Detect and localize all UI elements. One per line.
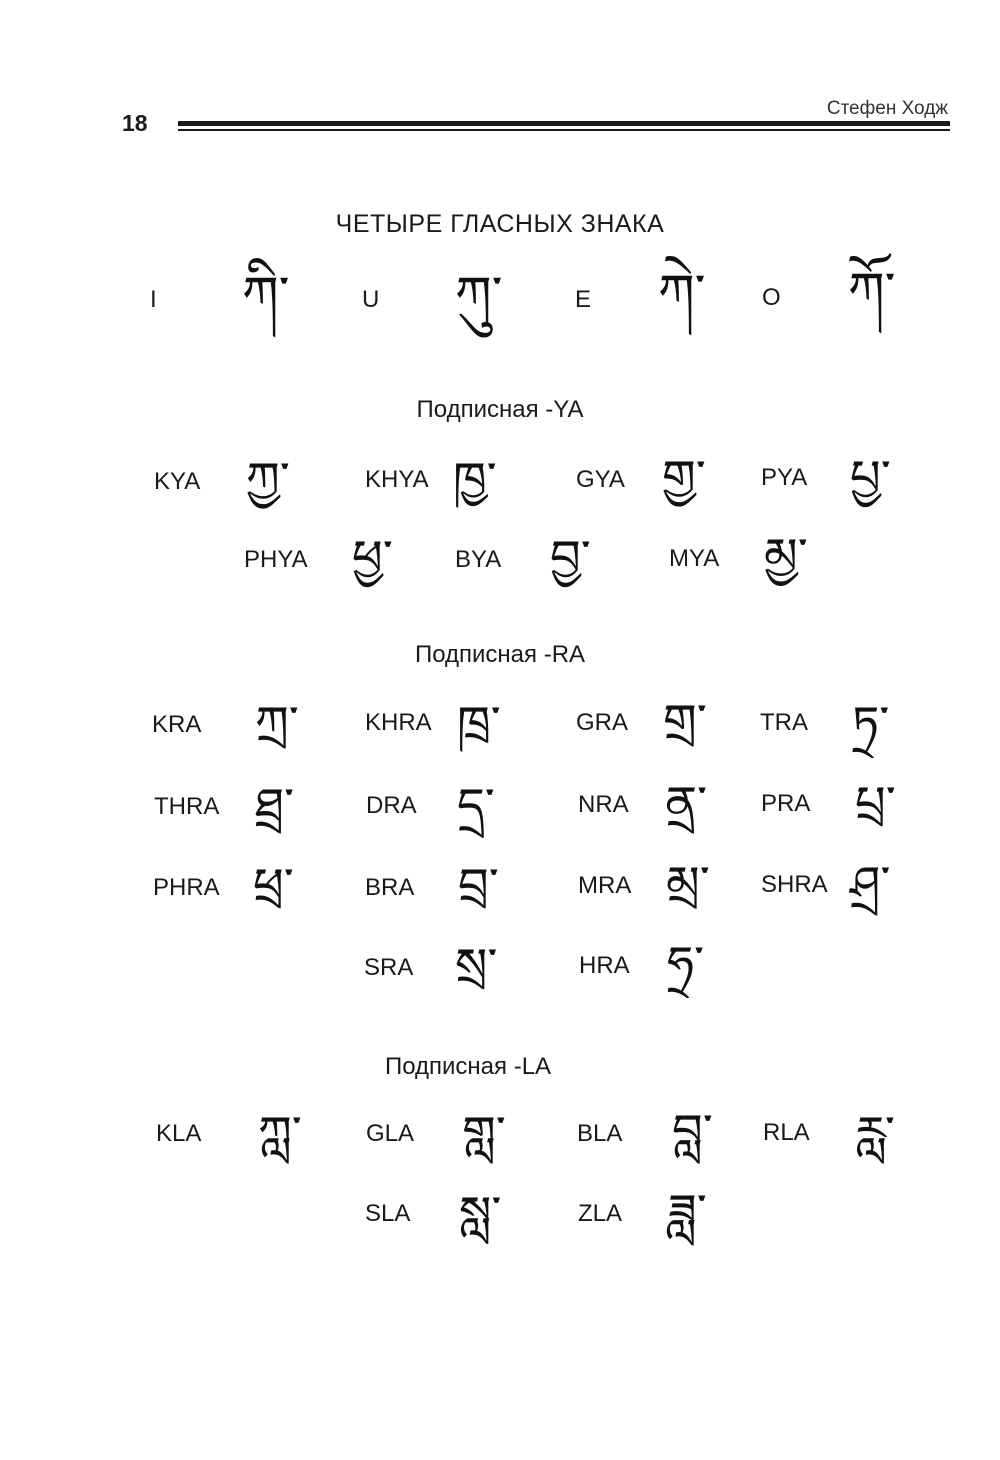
- la-label-kla: KLA: [156, 1120, 202, 1147]
- ya-label-bya: BYA: [455, 546, 502, 573]
- vowel-label-u: U: [362, 286, 380, 313]
- la-glyph-rla: རླ་: [855, 1106, 895, 1162]
- page-title: ЧЕТЫРЕ ГЛАСНЫХ ЗНАКА: [335, 210, 665, 238]
- ra-label-bra: BRA: [365, 874, 415, 901]
- vowel-glyph-u: ཀུ་: [455, 266, 503, 326]
- la-glyph-gla: གླ་: [462, 1106, 506, 1162]
- ya-glyph-phya: ཕྱ་: [352, 530, 393, 586]
- vowel-label-i: I: [150, 286, 157, 313]
- ya-label-gya: GYA: [576, 466, 625, 493]
- la-glyph-zla: ཟླ་: [668, 1184, 707, 1240]
- ra-glyph-gra: གྲ་: [663, 694, 707, 750]
- page-number: 18: [122, 110, 148, 136]
- ya-glyph-khya: ཁྱ་: [453, 452, 497, 508]
- la-label-sla: SLA: [365, 1200, 411, 1227]
- ya-glyph-mya: མྱ་: [764, 528, 808, 584]
- ra-glyph-mra: མྲ་: [666, 856, 710, 912]
- ra-label-shra: SHRA: [761, 871, 828, 898]
- ra-glyph-hra: ཧྲ་: [667, 936, 705, 992]
- ra-glyph-dra: དྲ་: [457, 778, 495, 834]
- ya-label-pya: PYA: [761, 464, 808, 491]
- la-label-zla: ZLA: [578, 1200, 623, 1227]
- ya-glyph-gya: གྱ་: [662, 450, 706, 506]
- ra-label-sra: SRA: [364, 954, 414, 981]
- ra-glyph-phra: ཕྲ་: [253, 858, 294, 914]
- ra-label-thra: THRA: [154, 793, 220, 820]
- ra-glyph-nra: ནྲ་: [665, 776, 708, 832]
- vowel-glyph-o: ཀོ་: [848, 262, 896, 322]
- ya-label-khya: KHYA: [365, 466, 429, 493]
- ra-glyph-pra: པྲ་: [855, 776, 896, 832]
- section-heading-ra: Подписная -RA: [414, 641, 586, 668]
- la-label-rla: RLA: [763, 1119, 810, 1146]
- ra-label-dra: DRA: [366, 792, 417, 819]
- ra-label-mra: MRA: [578, 872, 632, 899]
- la-label-gla: GLA: [366, 1120, 415, 1147]
- ra-label-phra: PHRA: [153, 874, 220, 901]
- ra-glyph-kra: ཀྲ་: [255, 696, 299, 752]
- ra-label-nra: NRA: [578, 791, 629, 818]
- ra-glyph-shra: ཤྲ་: [850, 856, 891, 912]
- ra-label-tra: TRA: [760, 709, 808, 736]
- la-label-bla: BLA: [577, 1120, 623, 1147]
- ra-label-pra: PRA: [761, 790, 811, 817]
- ya-label-phya: PHYA: [244, 546, 308, 573]
- la-glyph-bla: བླ་: [672, 1104, 713, 1160]
- la-glyph-kla: ཀླ་: [258, 1106, 302, 1162]
- vowel-glyph-e: ཀེ་: [658, 264, 706, 324]
- section-heading-la: Подписная -LA: [384, 1053, 552, 1080]
- ra-glyph-bra: བྲ་: [458, 858, 499, 914]
- ra-label-gra: GRA: [576, 709, 629, 736]
- vowel-label-e: E: [575, 286, 592, 313]
- running-header-author: Стефен Ходж: [826, 98, 948, 119]
- ya-glyph-pya: པྱ་: [850, 450, 891, 506]
- ra-glyph-khra: ཁྲ་: [457, 696, 501, 752]
- ra-glyph-thra: ཐྲ་: [255, 778, 295, 834]
- header-rule-thin: [178, 129, 950, 131]
- vowel-glyph-i: ཀི་: [242, 266, 290, 326]
- ra-label-hra: HRA: [579, 952, 630, 979]
- ya-glyph-bya: བྱ་: [550, 530, 591, 586]
- ra-label-khra: KHRA: [365, 709, 432, 736]
- ra-glyph-tra: ཏྲ་: [852, 696, 890, 752]
- section-heading-ya: Подписная -YA: [416, 396, 584, 423]
- ya-label-mya: MYA: [669, 545, 720, 572]
- la-glyph-sla: སླ་: [459, 1186, 502, 1242]
- ya-label-kya: KYA: [154, 468, 201, 495]
- header-rule-thick: [178, 121, 950, 126]
- ra-label-kra: KRA: [152, 711, 202, 738]
- vowel-label-o: O: [762, 284, 781, 311]
- ya-glyph-kya: ཀྱ་: [246, 452, 290, 508]
- ra-glyph-sra: སྲ་: [455, 938, 498, 994]
